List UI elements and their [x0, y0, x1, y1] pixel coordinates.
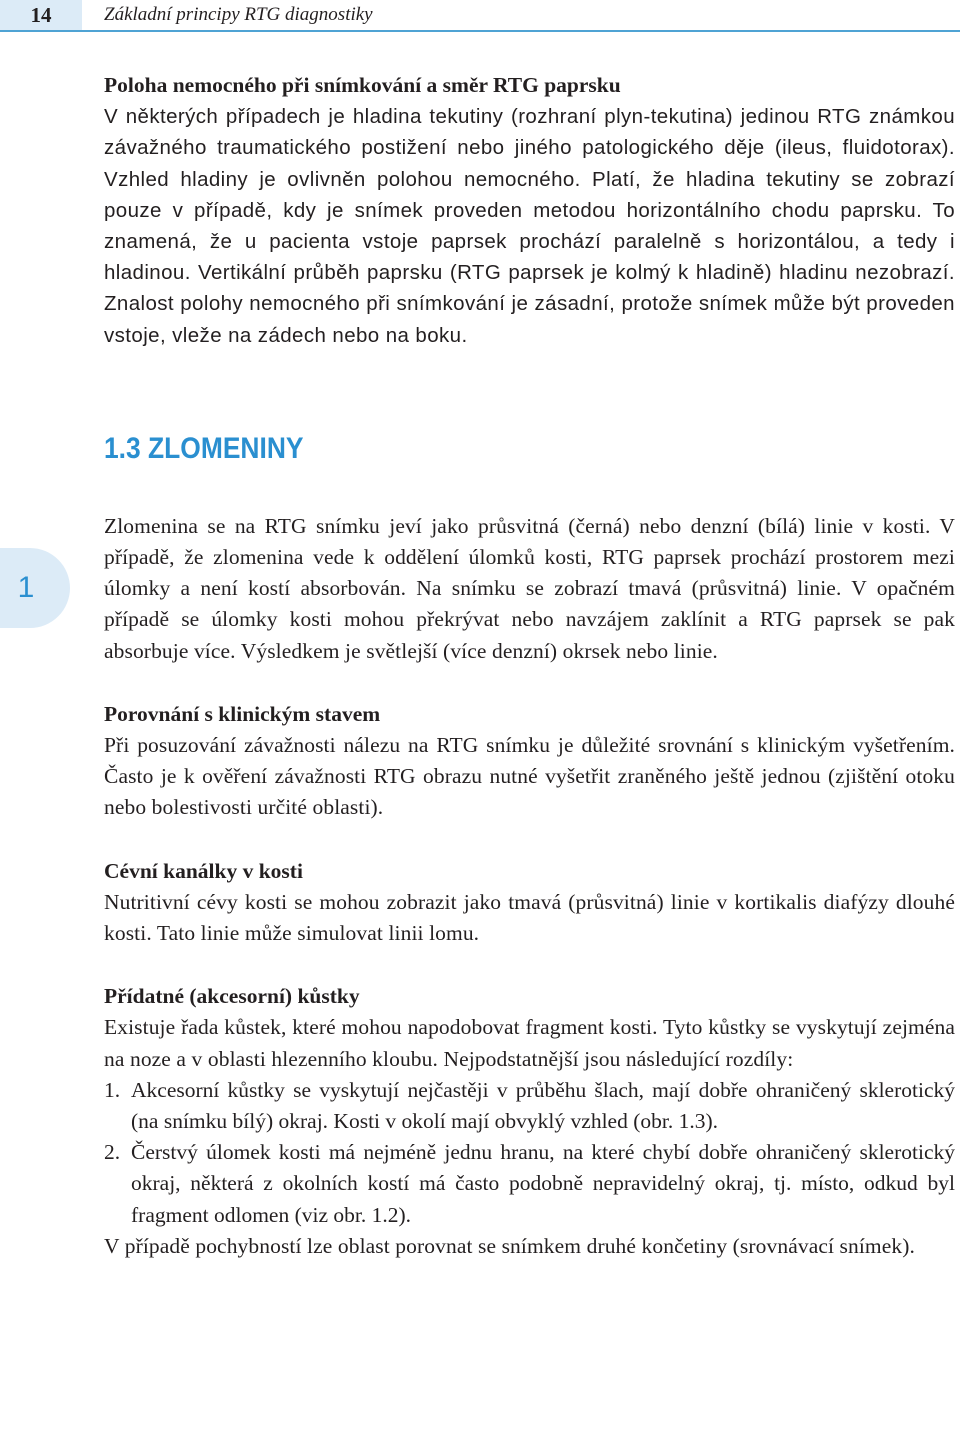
paragraph-porovnani: Při posuzování závažnosti nálezu na RTG snímku je důležité srovnání s klinickým vyšetřením. Často je k ověření závažnosti RTG obrazu nutné vyšetřit zraněného ještě jednou (zjištění otoku nebo bolestivosti určité oblasti).	[104, 733, 955, 820]
page-header	[0, 0, 960, 32]
paragraph-zlomeniny: Zlomenina se na RTG snímku jeví jako průsvitná (černá) nebo denzní (bílá) linie v kosti. V případě, že zlomenina vede k oddělení úlomků kosti, RTG paprsek prochází prostorem mezi úlomky a není kostí absorbován. Na snímku se zobrazí tmavá (průsvitná) linie. V opačném případě se úlomky kosti mohou překrývat nebo navzájem zaklínit a RTG paprsek se pak absorbuje více. Výsledkem je světlejší (více denzní) okrsek nebo linie.	[104, 513, 955, 663]
list-item	[104, 1137, 955, 1231]
paragraph-cevni: Nutritivní cévy kosti se mohou zobrazit jako tmavá (průsvitná) linie v kortikalis diafýzy dlouhé kosti. Tato linie může simulovat linii lomu.	[104, 889, 955, 946]
list-item-text: Akcesorní kůstky se vyskytují nejčastěji v průběhu šlach, mají dobře ohraničený sklerotický (na snímku bílý) okraj. Kosti v okolí mají obvyklý vzhled (obr. 1.3).	[131, 1077, 955, 1134]
section-heading-porovnani: Porovnání s klinickým stavem	[104, 701, 381, 726]
paragraph-closing: V případě pochybností lze oblast porovnat se snímkem druhé končetiny (srovnávací snímek).	[104, 1233, 915, 1258]
page-content	[104, 70, 955, 1262]
section-zlomeniny	[104, 431, 955, 667]
section-title-zlomeniny: 1.3 ZLOMENINY	[104, 431, 304, 465]
chapter-tab	[0, 548, 70, 628]
section-heading-cevni: Cévní kanálky v kosti	[104, 858, 303, 883]
running-title: Základní principy RTG diagnostiky	[104, 4, 373, 25]
section-pridatne	[104, 981, 955, 1262]
paragraph-pridatne: Existuje řada kůstek, které mohou napodobovat fragment kosti. Tyto kůstky se vyskytují zejména na noze a v oblasti hlezenního kloubu. Nejpodstatnější jsou následující rozdíly:	[104, 1015, 955, 1071]
section-cevni	[104, 856, 955, 950]
section-heading-poloha: Poloha nemocného při snímkování a směr RTG paprsku	[104, 73, 621, 97]
section-heading-pridatne: Přídatné (akcesorní) kůstky	[104, 984, 360, 1009]
list-item-number: 1.	[104, 1077, 121, 1102]
list-item-number: 2.	[104, 1140, 121, 1165]
chapter-number: 1	[17, 571, 35, 604]
paragraph-poloha: V některých případech je hladina tekutiny (rozhraní plyn-tekutina) jedinou RTG známkou závažného traumatického postižení nebo jiného patologického děje (ileus, fluidotorax). Vzhled hladiny je ovlivněn polohou nemocného. Platí, že hladina tekutiny se zobrazí pouze v případě, kdy je snímek proveden metodou horizontálního chodu paprsku. To znamená, že u pacienta vstoje paprsek prochází paralelně s horizontálou, a tedy i hladinou. Vertikální průběh paprsku (RTG paprsek je kolmý k hladině) hladinu nezobrazí. Znalost polohy nemocného při snímkování je zásadní, protože snímek může být proveden vstoje, vleže na zádech nebo na boku.	[104, 105, 955, 347]
page-number: 14	[0, 0, 82, 30]
list-item-text: Čerstvý úlomek kosti má nejméně jednu hranu, na které chybí dobře ohraničený sklerotický okraj, některá z okolních kostí má často podobně nepravidelný okraj, tj. místo, odkud byl fragment odlomen (viz obr. 1.2).	[131, 1140, 955, 1227]
section-poloha	[104, 70, 955, 351]
list-item	[104, 1075, 955, 1137]
section-porovnani	[104, 699, 955, 824]
differences-list	[104, 1075, 955, 1231]
